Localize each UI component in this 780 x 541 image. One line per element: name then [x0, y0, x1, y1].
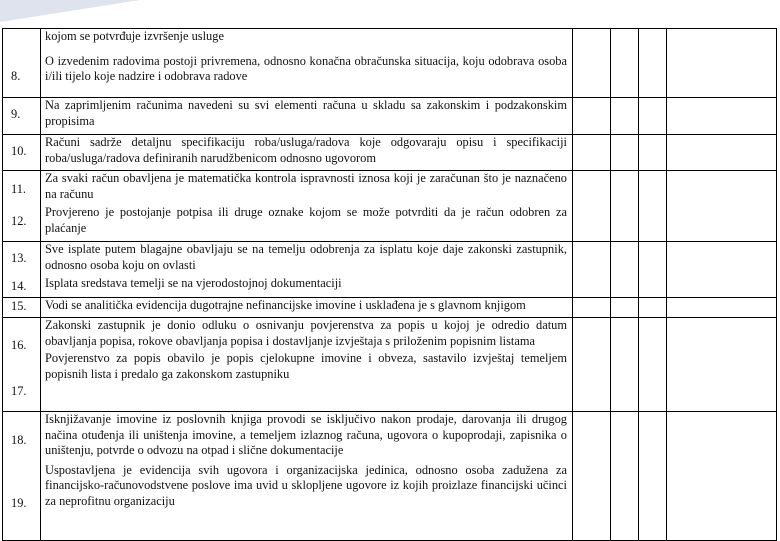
row-number: 12.	[11, 214, 27, 228]
check-cell-2[interactable]	[611, 412, 639, 541]
row-number: 13.	[11, 251, 27, 265]
row-number: 15.	[11, 299, 27, 313]
row-number: 18.	[11, 433, 27, 447]
note-cell[interactable]	[667, 318, 777, 412]
row-number-cell	[3, 29, 41, 98]
table-row	[3, 29, 777, 98]
check-cell-1[interactable]	[573, 98, 611, 135]
table-row	[3, 318, 777, 412]
check-cell-3[interactable]	[639, 298, 667, 318]
row-number: 17.	[11, 384, 27, 398]
row-number-cell	[3, 242, 41, 298]
row-number: 16.	[11, 338, 27, 352]
check-cell-2[interactable]	[611, 135, 639, 171]
row-number: 9.	[11, 107, 21, 121]
check-cell-1[interactable]	[573, 318, 611, 412]
row-number: 10.	[11, 144, 27, 158]
item-text: Vodi se analitička evidencija dugotrajne nefinancijske imovine i usklađena je s glavnom knjigom	[45, 298, 526, 312]
check-cell-2[interactable]	[611, 98, 639, 135]
check-cell-1[interactable]	[573, 135, 611, 171]
item-text-cell	[41, 171, 573, 242]
note-cell[interactable]	[667, 412, 777, 541]
table-row	[3, 298, 777, 318]
item-text: Isknjižavanje imovine iz poslovnih knjiga provodi se isključivo nakon prodaje, darovanja ili drugog načina otuđenja ili uništenja imovine, a temeljem izlaznog računa, ugovora o kupoprodaji, zapisnika o uništenju, potvrde o odvozu na otpad i slične dokumentacije	[45, 412, 567, 457]
item-text: Računi sadrže detaljnu specifikaciju roba/usluga/radova koje odgovaraju opisu i specifikaciji roba/usluga/radova definiranih narudžbenicom odnosno ugovorom	[45, 135, 567, 165]
note-cell[interactable]	[667, 171, 777, 242]
row-number-cell	[3, 412, 41, 541]
item-text: Provjereno je postojanje potpisa ili druge oznake kojom se može potvrditi da je račun odobren za plaćanje	[45, 205, 567, 235]
row-number-cell	[3, 298, 41, 318]
check-cell-3[interactable]	[639, 242, 667, 298]
item-text-cell	[41, 318, 573, 412]
check-cell-1[interactable]	[573, 412, 611, 541]
item-text-cell	[41, 98, 573, 135]
note-cell[interactable]	[667, 298, 777, 318]
row-number-cell	[3, 318, 41, 412]
item-text-cell	[41, 242, 573, 298]
table-row	[3, 135, 777, 171]
checklist-table	[2, 28, 777, 541]
check-cell-2[interactable]	[611, 171, 639, 242]
check-cell-2[interactable]	[611, 29, 639, 98]
row-number: 14.	[11, 279, 27, 293]
item-text: Sve isplate putem blagajne obavljaju se na temelju odobrenja za isplatu koje daje zakonski zastupnik, odnosno osoba koju on ovlasti	[45, 242, 567, 272]
row-number: 19.	[11, 496, 27, 510]
check-cell-3[interactable]	[639, 29, 667, 98]
table-row	[3, 98, 777, 135]
item-text: kojom se potvrđuje izvršenje usluge	[45, 29, 224, 43]
check-cell-3[interactable]	[639, 412, 667, 541]
table-row	[3, 412, 777, 541]
check-cell-1[interactable]	[573, 298, 611, 318]
table-row	[3, 171, 777, 242]
check-cell-2[interactable]	[611, 242, 639, 298]
check-cell-3[interactable]	[639, 171, 667, 242]
item-text: Uspostavljena je evidencija svih ugovora i organizacijska jedinica, odnosno osoba zadužena za financijsko-računovodstvene poslove ima uvid u sklopljene ugovore iz kojih proizlaze financijski učinci za neprofitnu organizaciju	[45, 462, 567, 508]
check-cell-2[interactable]	[611, 298, 639, 318]
item-text: Zakonski zastupnik je donio odluku o osnivanju povjerenstva za popis u kojoj je odredio datum obavljanja popisa, rokove obavljanja popisa i dostavljanje izvještaja s priloženim popisnim listama	[45, 318, 567, 348]
note-cell[interactable]	[667, 135, 777, 171]
check-cell-3[interactable]	[639, 98, 667, 135]
check-cell-3[interactable]	[639, 135, 667, 171]
item-text: Povjerenstvo za popis obavilo je popis cjelokupne imovine i obveza, sastavilo izvještaj temeljem popisnih lista i predalo ga zakonskom zastupniku	[45, 351, 567, 381]
item-text-cell	[41, 412, 573, 541]
item-text: Na zaprimljenim računima navedeni su svi elementi računa u skladu sa zakonskim i podzakonskim propisima	[45, 98, 567, 128]
row-number-cell	[3, 171, 41, 242]
row-number: 8.	[11, 69, 21, 83]
item-text-cell	[41, 135, 573, 171]
note-cell[interactable]	[667, 98, 777, 135]
item-text-cell	[41, 298, 573, 318]
table-row	[3, 242, 777, 298]
item-text-cell	[41, 29, 573, 98]
note-cell[interactable]	[667, 242, 777, 298]
check-cell-1[interactable]	[573, 29, 611, 98]
row-number-cell	[3, 135, 41, 171]
note-cell[interactable]	[667, 29, 777, 98]
check-cell-1[interactable]	[573, 242, 611, 298]
item-text: Isplata sredstava temelji se na vjerodostojnoj dokumentaciji	[45, 276, 342, 290]
check-cell-1[interactable]	[573, 171, 611, 242]
row-number-cell	[3, 98, 41, 135]
item-text: O izvedenim radovima postoji privremena, odnosno konačna obračunska situacija, koju odobrava osoba i/ili tijelo koje nadzire i odobrava radove	[45, 53, 567, 83]
item-text: Za svaki račun obavljena je matematička kontrola ispravnosti iznosa koji je zaračunan što je naznačeno na računu	[45, 171, 567, 201]
corner-decoration	[0, 0, 140, 22]
check-cell-3[interactable]	[639, 318, 667, 412]
check-cell-2[interactable]	[611, 318, 639, 412]
row-number: 11.	[11, 182, 27, 196]
